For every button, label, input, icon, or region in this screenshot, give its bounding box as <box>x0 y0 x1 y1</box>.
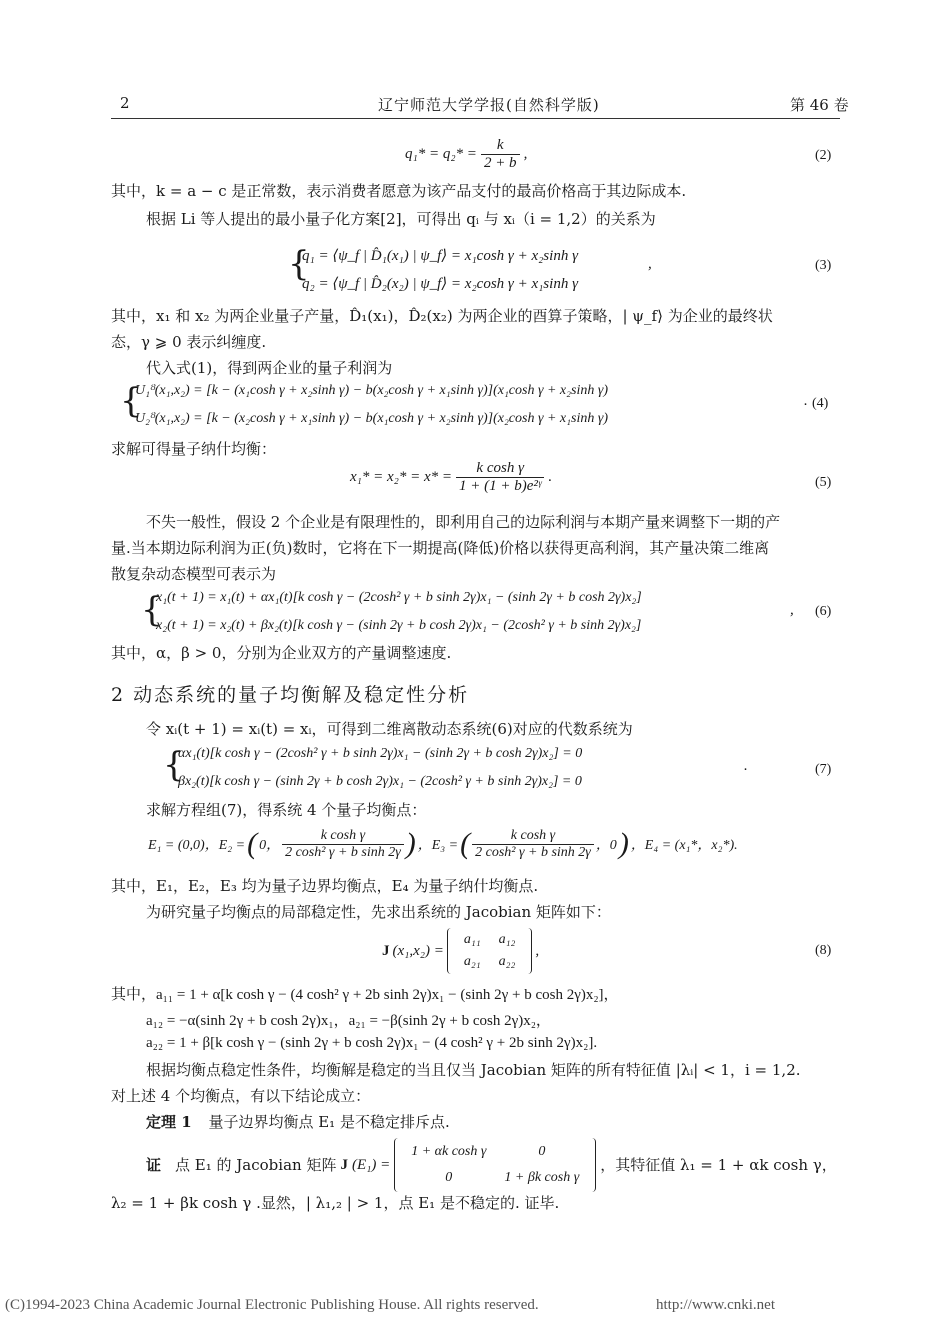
eq7-brace: { <box>163 745 185 785</box>
proof-m21: 0 <box>445 1170 453 1185</box>
eq3-tag: (3) <box>815 258 832 273</box>
eqE-e1: E₁ = (0,0)，E₂ = <box>148 838 246 853</box>
eq2-tail: , <box>523 146 528 162</box>
eq8-tag: (8) <box>815 943 832 958</box>
cnki-url[interactable]: http://www.cnki.net <box>656 1297 776 1313</box>
page-number: 2 <box>120 94 130 112</box>
paragraph-12a: 其中，a₁₁ = 1 + α[k cosh γ − (4 cosh² γ + 2b sinh 2γ)x₁ − (sinh 2γ + b cosh 2γ)x₂]， <box>111 987 619 1003</box>
eq2-denominator: 2 + b <box>483 155 517 171</box>
paragraph-1: 其中，k = a − c 是正常数，表示消费者愿意为该产品支付的最高价格高于其边际成本. <box>111 182 687 200</box>
jacobian-matrix <box>447 928 532 974</box>
section-2-heading: 2 动态系统的量子均衡解及稳定性分析 <box>111 684 470 706</box>
equation-2 <box>405 137 527 172</box>
a12: a₁₂ <box>498 932 516 947</box>
paragraph-3b: 态，γ ⩾ 0 表示纠缠度. <box>111 333 267 351</box>
eq5-lhs: x₁* = x₂* = x* = <box>350 469 453 485</box>
eqE-e2-zero: 0， <box>259 838 281 853</box>
proof-tail: ，其特征值 λ₁ = 1 + αk cosh γ， <box>600 1156 837 1174</box>
paren-open: ( <box>460 827 471 860</box>
proof-m22: 1 + βk cosh γ <box>504 1170 580 1185</box>
paren-close: ) <box>405 827 416 860</box>
paragraph-13a: 根据均衡点稳定性条件，均衡解是稳定的当且仅当 Jacobian 矩阵的所有特征值 |λᵢ| < 1，i = 1,2. <box>146 1061 801 1079</box>
eq6-brace: { <box>141 590 163 630</box>
proof-jacobian-symbol: J <box>340 1157 348 1173</box>
eq4-brace: { <box>120 381 142 421</box>
eqE-frac1-den: 2 cosh² γ + b sinh 2γ <box>285 844 401 860</box>
paragraph-9: 求解方程组(7)，得系统 4 个量子均衡点： <box>146 801 427 819</box>
eq6-line-2: x₂(t + 1) = x₂(t) + βx₂(t)[k cosh γ − (sinh 2γ + b cosh 2γ)x₁ − (2cosh² γ + b sinh 2γ)x₂] <box>156 618 642 633</box>
eq3-line-1: q₁ = ⟨ψ_f | D̂₁(x₁) | ψ_f⟩ = x₁cosh γ + x₂sinh γ <box>302 248 578 264</box>
volume-label: 第 46 卷 <box>790 96 849 114</box>
equation-5 <box>350 460 552 495</box>
eq2-numerator: k <box>481 137 520 155</box>
paragraph-12c: a₂₂ = 1 + β[k cosh γ − (sinh 2γ + b cosh 2γ)x₁ − (4 cosh² γ + 2b sinh 2γ)x₂]. <box>146 1035 598 1051</box>
eq3-line-2: q₂ = ⟨ψ_f | D̂₂(x₂) | ψ_f⟩ = x₂cosh γ + x₁sinh γ <box>302 276 578 292</box>
eqE-e4: ，E₄ = (x₁*，x₂*). <box>630 838 738 853</box>
eqE-e3: ，E₃ = <box>417 838 459 853</box>
paragraph-6a: 不失一般性，假设 2 个企业是有限理性的，即利用自己的边际利润与本期产量来调整下一期的产 <box>146 513 781 531</box>
paragraph-11: 为研究量子均衡点的局部稳定性，先求出系统的 Jacobian 矩阵如下： <box>146 903 611 921</box>
eq5-tail: . <box>548 469 553 485</box>
copyright-footer: (C)1994-2023 China Academic Journal Electronic Publishing House. All rights reserved. <box>5 1297 539 1313</box>
proof-m12: 0 <box>538 1144 546 1159</box>
eq2-tag: (2) <box>815 148 832 163</box>
eq3-tail: , <box>648 256 652 272</box>
a11: a₁₁ <box>463 932 481 947</box>
eqE-frac1-num: k cosh γ <box>282 828 404 845</box>
eq2-lhs: q₁* = q₂* = <box>405 146 477 162</box>
theorem-1-label: 定理 1 <box>146 1113 192 1131</box>
eq4-tag: (4) <box>812 396 829 411</box>
eqE-frac2-num: k cosh γ <box>472 828 594 845</box>
header-rule <box>111 118 840 119</box>
proof-m11: 1 + αk cosh γ <box>411 1144 487 1159</box>
paren-open: ( <box>247 827 258 860</box>
jacobian-symbol: J <box>382 942 390 959</box>
paren-close: ) <box>618 827 629 860</box>
paragraph-12b: a₁₂ = −α(sinh 2γ + b cosh 2γ)x₁，a₂₁ = −β(sinh 2γ + b cosh 2γ)x₂， <box>146 1013 551 1029</box>
eq5-tag: (5) <box>815 475 832 490</box>
eq6-line-1: x₁(t + 1) = x₁(t) + αx₁(t)[k cosh γ − (2cosh² γ + b sinh 2γ)x₁ − (sinh 2γ + b cosh 2γ)x₂] <box>156 590 642 605</box>
eq6-tag: (6) <box>815 604 832 619</box>
equation-8 <box>382 928 539 974</box>
eqE-e3-zero: ，0 <box>595 838 617 853</box>
eq7-line-1: αx₁(t)[k cosh γ − (2cosh² γ + b sinh 2γ)x₁ − (sinh 2γ + b cosh 2γ)x₂] = 0 <box>178 746 583 761</box>
proof-line-2: λ₂ = 1 + βk cosh γ .显然，| λ₁,₂ | > 1，点 E₁ 是不稳定的. 证毕. <box>111 1194 560 1212</box>
eq8-tail: , <box>535 942 540 959</box>
eq7-tag: (7) <box>815 762 832 777</box>
proof-matrix <box>394 1138 596 1192</box>
theorem-1 <box>146 1112 450 1132</box>
eq3-brace: { <box>288 244 310 284</box>
paragraph-3a: 其中，x₁ 和 x₂ 为两企业量子产量，D̂₁(x₁)，D̂₂(x₂) 为两企业的酉算子策略，| ψ_f⟩ 为企业的最终状 <box>111 307 773 325</box>
paragraph-13b: 对上述 4 个均衡点，有以下结论成立： <box>111 1087 371 1105</box>
eq4-tail: . <box>804 393 808 409</box>
paragraph-10: 其中，E₁，E₂，E₃ 均为量子边界均衡点，E₄ 为量子纳什均衡点. <box>111 877 539 895</box>
eq4-line-1: U₁ᴽ(x₁,x₂) = [k − (x₁cosh γ + x₂sinh γ) − b(x₂cosh γ + x₁sinh γ)](x₁cosh γ + x₂sinh γ) <box>135 383 609 398</box>
journal-title: 辽宁师范大学学报(自然科学版) <box>378 96 600 114</box>
theorem-1-text: 量子边界均衡点 E₁ 是不稳定排斥点. <box>208 1113 450 1131</box>
eq6-tail: , <box>790 602 794 618</box>
eq8-lhs: (x₁,x₂) = <box>392 942 444 959</box>
paragraph-7: 其中，α，β > 0，分别为企业双方的产量调整速度. <box>111 644 452 662</box>
eq7-line-2: βx₂(t)[k cosh γ − (sinh 2γ + b cosh 2γ)x₁ − (2cosh² γ + b sinh 2γ)x₂] = 0 <box>178 774 582 789</box>
eq5-numerator: k cosh γ <box>456 460 544 478</box>
paragraph-4: 代入式(1)，得到两企业的量子利润为 <box>146 359 393 377</box>
paragraph-8: 令 xᵢ(t + 1) = xᵢ(t) = xᵢ，可得到二维离散动态系统(6)对应的代数系统为 <box>146 720 633 738</box>
eqE-frac2-den: 2 cosh² γ + b sinh 2γ <box>475 844 591 860</box>
eq7-tail: . <box>744 758 748 774</box>
a21: a₂₁ <box>463 954 481 969</box>
proof-text: 点 E₁ 的 Jacobian 矩阵 <box>175 1156 337 1174</box>
eq4-line-2: U₂ᴽ(x₁,x₂) = [k − (x₂cosh γ + x₁sinh γ) − b(x₁cosh γ + x₂sinh γ)](x₂cosh γ + x₁sinh γ) <box>135 411 609 426</box>
paragraph-5: 求解可得量子纳什均衡： <box>111 440 277 458</box>
a22: a₂₂ <box>498 954 516 969</box>
paragraph-2: 根据 Li 等人提出的最小量子化方案[2]，可得出 qᵢ 与 xᵢ（i = 1,2）的关系为 <box>146 210 656 228</box>
proof-label: 证 <box>146 1156 162 1174</box>
proof-line-1 <box>146 1138 837 1192</box>
equilibrium-points <box>148 827 738 861</box>
eq5-denominator: 1 + (1 + b)e²ᵞ <box>459 478 542 494</box>
paragraph-6c: 散复杂动态模型可表示为 <box>111 565 277 583</box>
proof-arg: (E₁) = <box>351 1157 391 1173</box>
paragraph-6b: 量.当本期边际利润为正(负)数时，它将在下一期提高(降低)价格以获得更高利润，其产量决策二维离 <box>111 539 770 557</box>
